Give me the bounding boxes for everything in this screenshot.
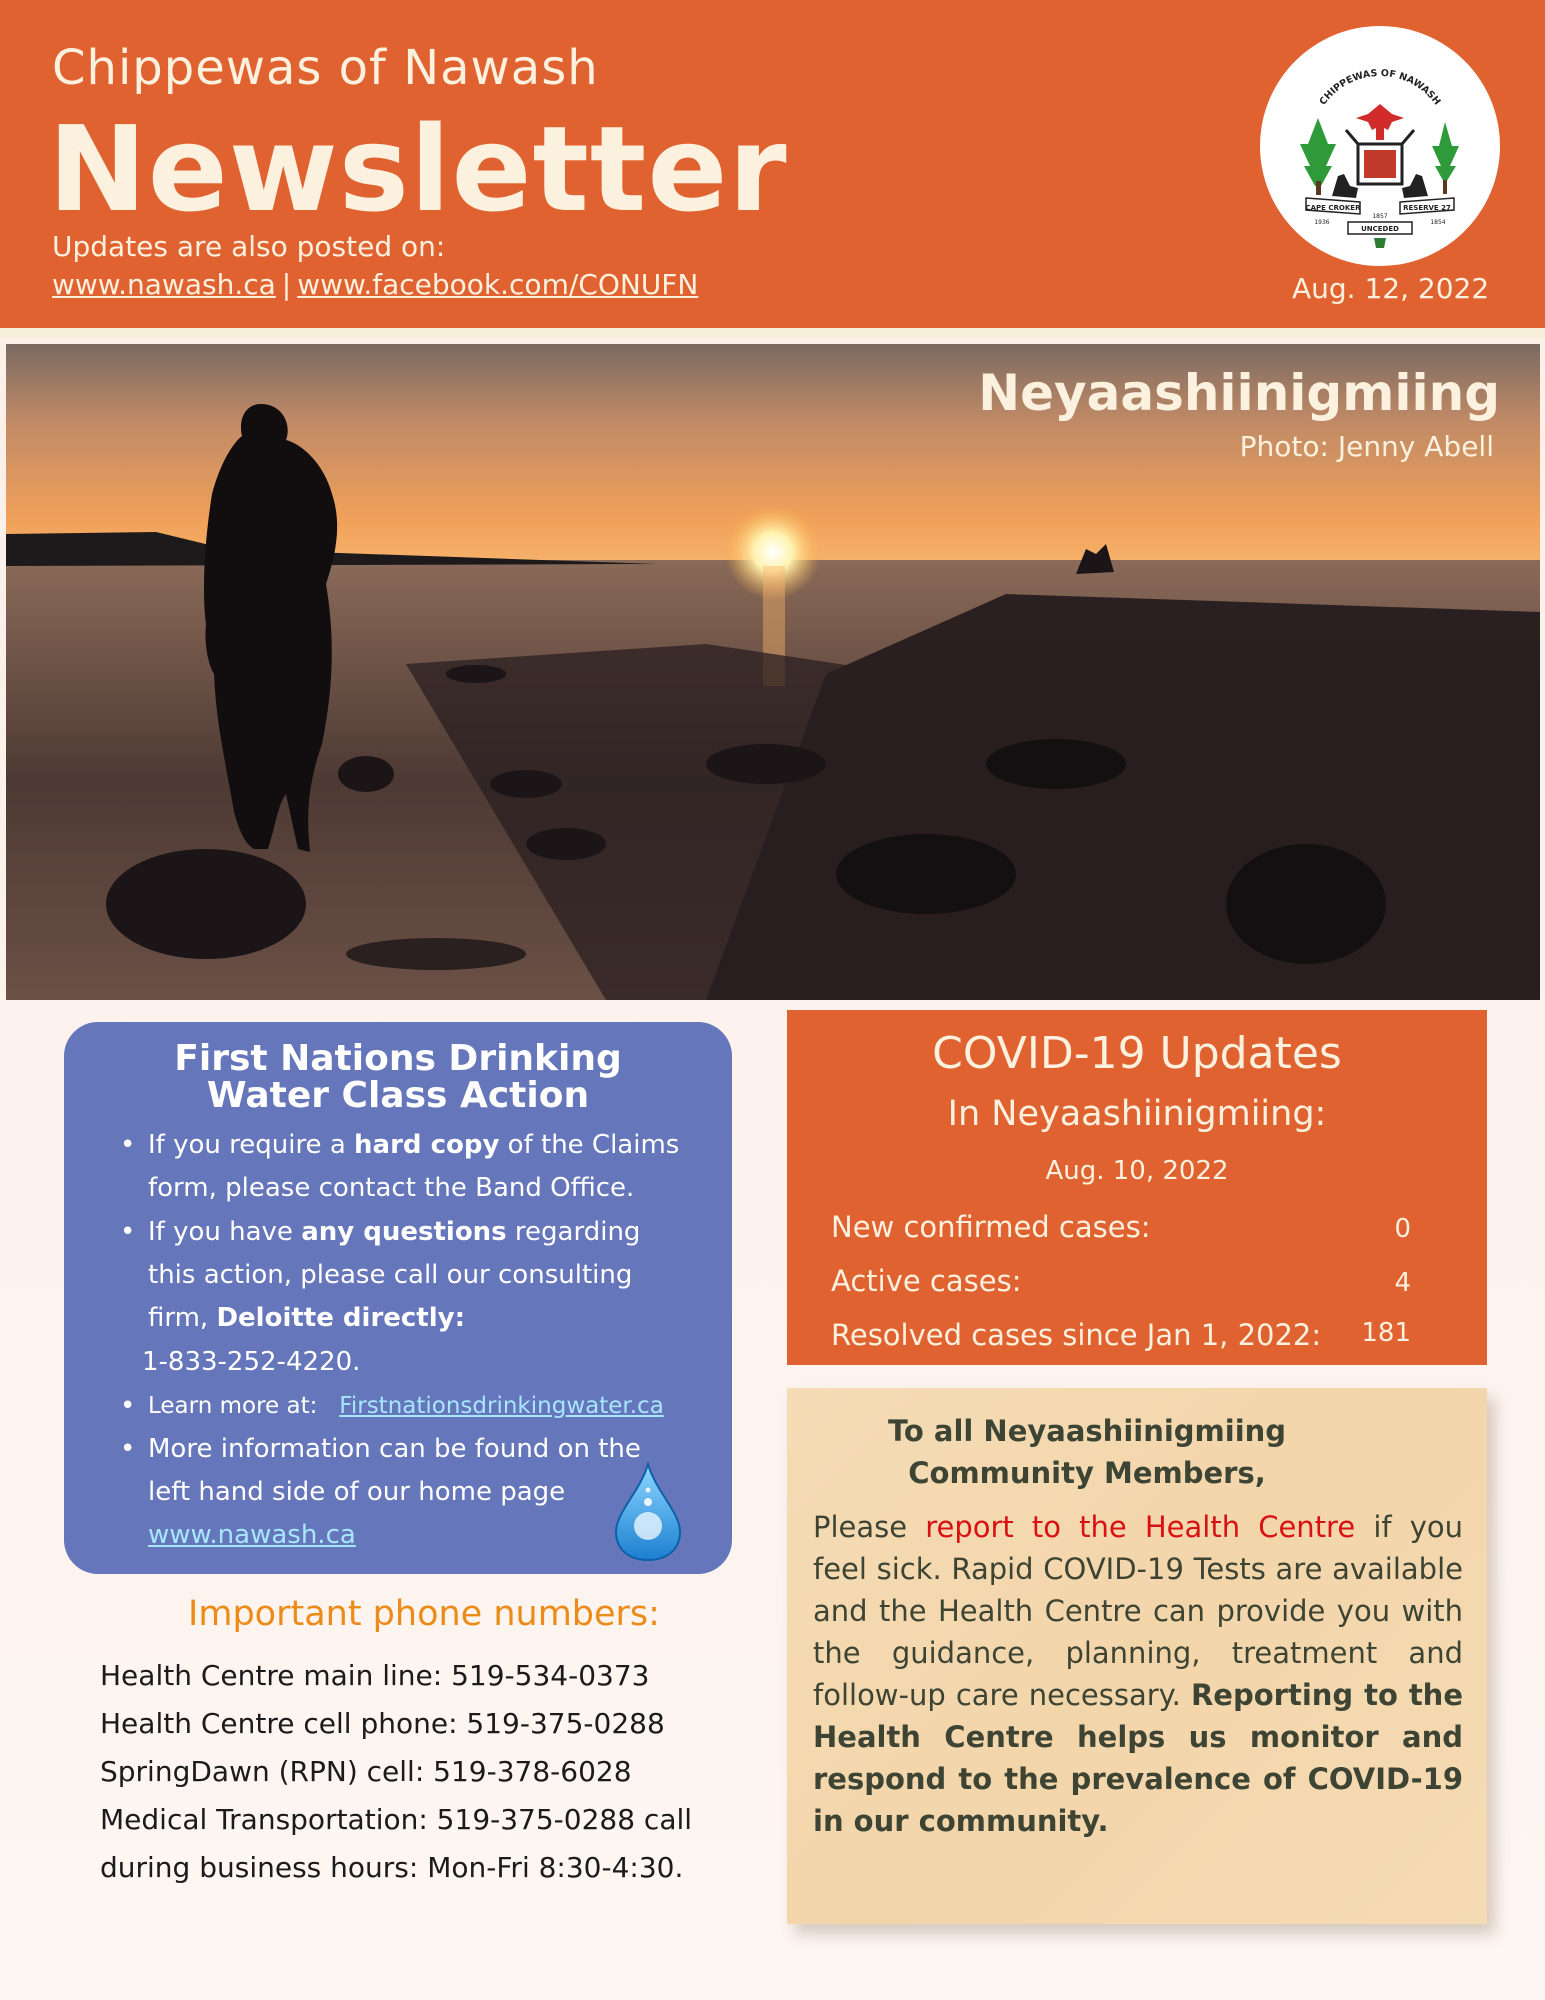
covid-row-value: 181 bbox=[1361, 1318, 1411, 1348]
list-item: during business hours: Mon-Fri 8:30-4:30. bbox=[100, 1851, 684, 1884]
covid-row-value: 0 bbox=[1394, 1214, 1411, 1244]
water-info-list bbox=[116, 1124, 686, 1558]
list-item: SpringDawn (RPN) cell: 519-378-6028 bbox=[100, 1755, 632, 1788]
covid-row-active-cases bbox=[831, 1264, 1451, 1304]
covid-row-label: Active cases: bbox=[831, 1264, 1022, 1298]
list-item: Health Centre main line: 519-534-0373 bbox=[100, 1659, 650, 1692]
logo-year-left: 1936 bbox=[1314, 219, 1330, 226]
issue-date: Aug. 12, 2022 bbox=[1292, 272, 1490, 305]
updates-label: Updates are also posted on: bbox=[52, 230, 446, 263]
list-item: • More information can be found on the left hand side of our home page www.nawash.ca bbox=[116, 1428, 686, 1557]
covid-date: Aug. 10, 2022 bbox=[1045, 1156, 1229, 1186]
health-centre-notice bbox=[787, 1388, 1487, 1924]
sunset-photo bbox=[6, 344, 1540, 1000]
phone-numbers-list bbox=[100, 1652, 720, 1892]
logo-year-mid: 1857 bbox=[1372, 213, 1388, 220]
notice-heading-line-1: To all Neyaashiinigmiing bbox=[887, 1414, 1287, 1448]
nawash-website-link[interactable]: www.nawash.ca bbox=[52, 268, 276, 301]
covid-row-value: 4 bbox=[1394, 1268, 1411, 1298]
phone-numbers-title: Important phone numbers: bbox=[188, 1594, 660, 1634]
nawash-home-link[interactable]: www.nawash.ca bbox=[148, 1520, 356, 1550]
list-item: • Learn more at: Firstnationsdrinkingwater.ca bbox=[116, 1385, 686, 1427]
water-panel-title bbox=[64, 1040, 732, 1114]
header-divider bbox=[0, 328, 1545, 338]
deloitte-phone-number: 1-833-252-4220. bbox=[142, 1347, 361, 1377]
list-item: • If you have any questions regarding this action, please call our consulting firm, Deloitte directly: bbox=[116, 1211, 686, 1340]
list-item: • If you require a hard copy of the Claims form, please contact the Band Office. bbox=[116, 1124, 686, 1210]
report-emphasis: report to the Health Centre bbox=[925, 1510, 1356, 1544]
logo-bottom-banner: UNCEDED bbox=[1361, 225, 1399, 233]
water-drop-icon bbox=[610, 1462, 686, 1562]
newsletter-header bbox=[0, 0, 1545, 328]
covid-subtitle: In Neyaashiinigmiing: bbox=[947, 1094, 1327, 1134]
page-title: Newsletter bbox=[48, 100, 788, 238]
logo-top-text: CHIPPEWAS OF NAWASH bbox=[1317, 67, 1443, 108]
drinking-water-link[interactable]: Firstnationsdrinkingwater.ca bbox=[339, 1393, 664, 1419]
water-class-action-panel bbox=[64, 1022, 732, 1574]
covid-row-new-cases bbox=[831, 1210, 1451, 1250]
covid-row-resolved-cases bbox=[831, 1318, 1451, 1358]
covid-updates-panel bbox=[787, 1010, 1487, 1365]
logo-left-banner: CAPE CROKER bbox=[1305, 204, 1361, 212]
photo-title: Neyaashiinigmiing bbox=[978, 364, 1500, 422]
logo-year-right: 1854 bbox=[1430, 219, 1446, 226]
link-separator: | bbox=[281, 268, 292, 301]
water-title-line-1: First Nations Drinking bbox=[174, 1038, 622, 1079]
nawash-seal-icon bbox=[1260, 26, 1500, 266]
list-item: Health Centre cell phone: 519-375-0288 bbox=[100, 1707, 665, 1740]
water-title-line-2: Water Class Action bbox=[206, 1075, 590, 1116]
nawash-logo bbox=[1260, 26, 1500, 266]
photo-credit: Photo: Jenny Abell bbox=[1239, 430, 1494, 463]
covid-row-label: New confirmed cases: bbox=[831, 1210, 1151, 1244]
reporting-emphasis: Reporting to the Health Centre helps us monitor and respond to the prevalence of COVID-19 in our community. bbox=[813, 1678, 1463, 1838]
covid-title: COVID-19 Updates bbox=[932, 1028, 1342, 1079]
covid-row-label: Resolved cases since Jan 1, 2022: bbox=[831, 1318, 1322, 1352]
logo-right-banner: RESERVE 27 bbox=[1403, 204, 1451, 212]
list-item: Medical Transportation: 519-375-0288 call bbox=[100, 1803, 693, 1836]
facebook-link[interactable]: www.facebook.com/CONUFN bbox=[297, 268, 699, 301]
notice-body: Please report to the Health Centre if you feel sick. Rapid COVID-19 Tests are available and the Health Centre can provide you with the guidance, planning, treatment and follow-up care necessary. Reporting to the Health Centre helps us monitor and respond to the prevalence of COVID-19 in our community. bbox=[813, 1510, 1463, 1838]
notice-heading-line-2: Community Members, bbox=[908, 1456, 1266, 1490]
organization-name: Chippewas of Nawash bbox=[52, 40, 599, 96]
notice-heading bbox=[787, 1410, 1387, 1494]
header-links bbox=[52, 268, 698, 301]
